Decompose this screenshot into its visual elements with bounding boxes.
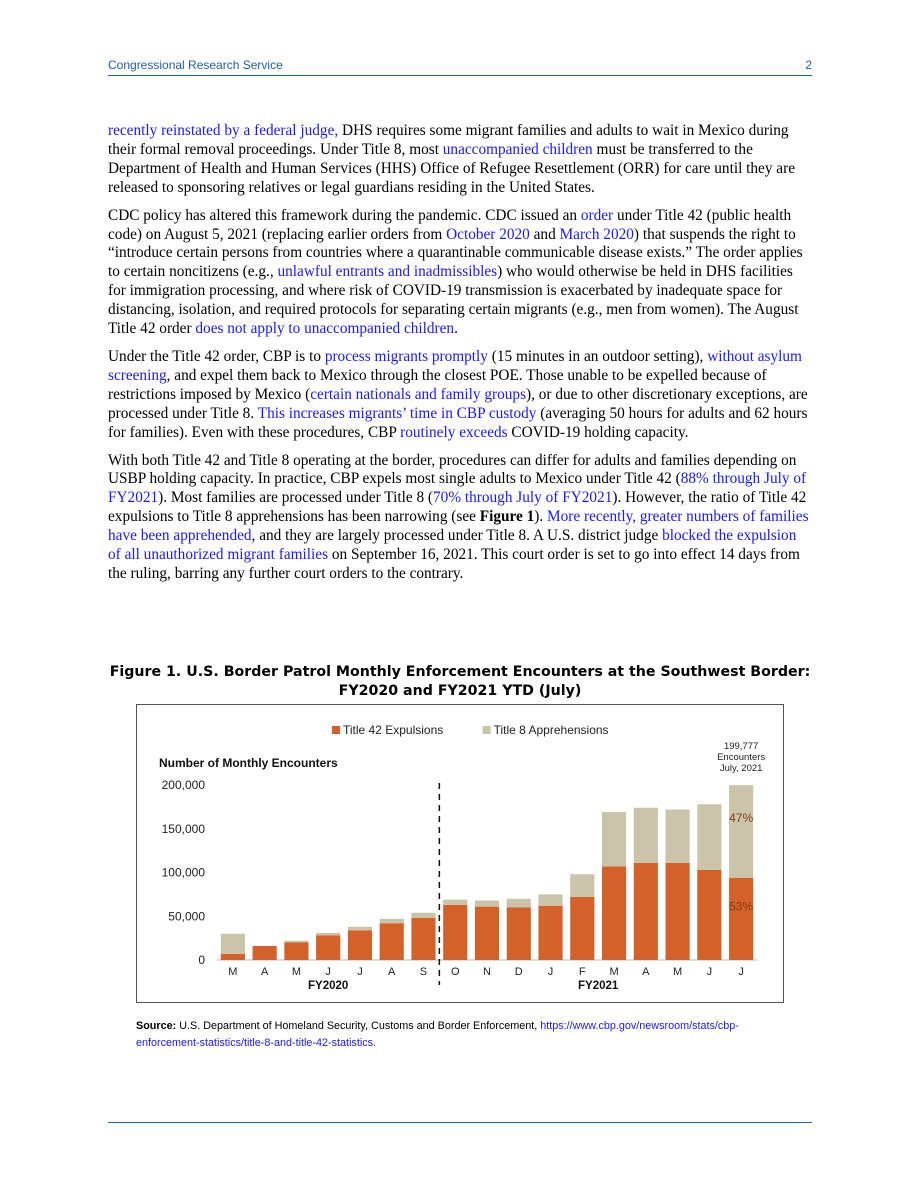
source-link[interactable]: https://www.cbp.gov/newsroom/stats/cbp-enforcement-statistics/title-8-and-title-42-statistics [136, 1020, 739, 1049]
bar-title8 [697, 804, 721, 870]
bar-title42 [380, 923, 404, 960]
footer-rule [108, 1122, 812, 1123]
bar-title42 [602, 866, 626, 960]
bar-title42 [411, 918, 435, 960]
x-tick-label: A [260, 966, 269, 978]
bar-title8 [443, 900, 467, 905]
x-tick-label: J [738, 966, 744, 978]
inline-link[interactable]: order [580, 206, 614, 224]
y-tick-label: 150,000 [161, 821, 205, 836]
fiscal-year-label: FY2021 [578, 980, 619, 992]
inline-link[interactable]: without asylum screening [108, 347, 802, 384]
y-tick-label: 200,000 [161, 778, 205, 792]
x-tick-label: M [673, 966, 683, 978]
x-tick-label: J [357, 966, 363, 978]
bar-title8 [316, 933, 340, 936]
bar-title8 [348, 927, 372, 931]
bar-title42 [316, 936, 340, 961]
bar-title8 [666, 810, 690, 863]
percent-annotation: 47% [729, 811, 754, 826]
bar-title8 [284, 941, 308, 943]
text-run: (averaging 50 hours for adults and 62 hours for families). Even with these procedures, CBP [108, 404, 808, 441]
x-tick-label: A [388, 966, 396, 978]
x-tick-label: M [291, 966, 301, 978]
text-run: under Title 42 (public health code) on August 5, 2021 (replacing earlier orders from [108, 206, 792, 243]
bar-title42 [697, 870, 721, 960]
x-tick-label: D [514, 966, 523, 978]
bar-title8 [538, 894, 562, 905]
text-run: ) that suspends the right to “introduce certain persons from countries where a quarantinable communicable disease exists.” The order applies to certain noncitizens (e.g., [108, 225, 803, 281]
x-tick-label: J [325, 966, 331, 978]
x-tick-label: M [609, 966, 619, 978]
x-tick-label: J [706, 966, 713, 978]
figure-title: Figure 1. U.S. Border Patrol Monthly Enforcement Encounters at the Southwest Border: FY2020 and FY2021 YTD (July) [109, 664, 811, 699]
bar-title42 [634, 863, 658, 960]
text-run: ). Most families are processed under Title 8 ( [158, 489, 434, 507]
bar-title42 [443, 905, 467, 960]
text-run: ). However, the ratio of Title 42 expulsions to Title 8 apprehensions has been narrowing (see [108, 489, 807, 526]
bar-title8 [507, 899, 531, 908]
legend-swatch [483, 726, 491, 734]
inline-link[interactable]: March 2020 [559, 225, 634, 243]
inline-link[interactable]: unaccompanied children [442, 140, 593, 158]
y-axis-title: Number of Monthly Encounters [159, 756, 338, 770]
bar-title42 [253, 946, 277, 960]
bar-title8 [221, 934, 245, 954]
text-run: ). [534, 508, 548, 526]
text-run: CDC policy has altered this framework during the pandemic. CDC issued an [108, 206, 581, 224]
bar-title42 [538, 906, 562, 960]
header-org: Congressional Research Service [108, 58, 283, 72]
bar-title8 [475, 901, 499, 907]
text-run: . [454, 320, 458, 338]
y-tick-label: 100,000 [161, 865, 205, 880]
paragraph [108, 348, 812, 443]
text-run: must be transferred to the Department of Health and Human Services (HHS) Office of Refugee Resettlement (ORR) for care until they are released to sponsoring relatives or legal guardians residing in the United States. [108, 140, 795, 196]
encounters-chart [137, 705, 783, 1002]
inline-link[interactable]: unlawful entrants and inadmissibles [277, 263, 498, 281]
x-tick-label: O [450, 966, 460, 978]
text-run: ) who would otherwise be held in DHS facilities for immigration processing, and where risk of COVID-19 transmission is exacerbated by inadequate space for distancing, isolation, and required protocols for separating certain migrants (e.g., men from women). The August Title 42 order [108, 263, 799, 338]
bar-title42 [348, 930, 372, 960]
bar-title42 [221, 954, 245, 960]
percent-annotation: 53% [729, 899, 754, 914]
bar-title42 [284, 943, 308, 961]
bar-title8 [634, 808, 658, 863]
inline-link[interactable]: certain nationals and family groups [310, 385, 527, 403]
legend-label: Title 42 Expulsions [343, 723, 444, 737]
text-run: COVID-19 holding capacity. [507, 423, 689, 441]
total-annotation: 199,777 [723, 741, 759, 753]
bar-title42 [729, 878, 753, 960]
figure-source [136, 1018, 796, 1052]
x-tick-label: S [419, 966, 428, 978]
bar-title42 [475, 907, 499, 960]
total-annotation: July, 2021 [719, 763, 763, 775]
bar-title8 [411, 913, 435, 918]
inline-link[interactable]: recently reinstated by a federal judge, [108, 122, 339, 139]
inline-link[interactable]: does not apply to unaccompanied children [195, 320, 455, 338]
bar-title42 [666, 863, 690, 960]
figure-reference: Figure 1 [479, 508, 535, 526]
y-tick-label: 50,000 [168, 909, 205, 924]
text-run: , and expel them back to Mexico through the closest POE. Those unable to be expelled because of restrictions imposed by Mexico ( [108, 366, 767, 403]
text-run: With both Title 42 and Title 8 operating at the border, procedures can differ for adults and families depending on USBP holding capacity. In practice, CBP expels most single adults to Mexico under Title 42 ( [108, 451, 797, 488]
text-run: Under the Title 42 order, CBP is to [108, 347, 325, 365]
x-tick-label: A [642, 966, 650, 978]
y-tick-label: 0 [198, 953, 205, 967]
chart-frame [136, 704, 784, 1003]
text-run: ), or due to other discretionary exceptions, are processed under Title 8. [108, 385, 808, 422]
source-label: Source: [136, 1020, 177, 1032]
text-run: on September 16, 2021. This court order is set to go into effect 14 days from the ruling, barring any further court orders to the contrary. [108, 546, 800, 582]
inline-link[interactable]: process migrants promptly [324, 347, 488, 365]
bar-title8 [380, 919, 404, 923]
inline-link[interactable]: routinely exceeds [400, 423, 508, 441]
body-text [108, 122, 812, 593]
paragraph [108, 452, 812, 584]
text-run: and [529, 225, 560, 243]
x-tick-label: M [228, 966, 238, 978]
legend-label: Title 8 Apprehensions [493, 723, 609, 737]
inline-link[interactable]: 88% through July of FY2021 [108, 470, 807, 507]
x-tick-label: N [483, 966, 491, 978]
fiscal-year-label: FY2020 [308, 980, 349, 992]
inline-link[interactable]: 70% through July of FY2021 [433, 489, 613, 507]
inline-link[interactable]: October 2020 [446, 225, 530, 243]
bar-title42 [570, 897, 594, 960]
x-tick-label: J [547, 966, 554, 978]
text-run: , and they are largely processed under Title 8. A U.S. district judge [251, 527, 663, 545]
paragraph [108, 122, 812, 198]
bar-title8 [570, 874, 594, 897]
inline-link[interactable]: blocked the expulsion of all unauthorized migrant families [108, 527, 797, 564]
paragraph [108, 207, 812, 339]
text-run: DHS requires some migrant families and adults to wait in Mexico during their formal removal proceedings. Under Title 8, most [108, 122, 789, 158]
text-run: (15 minutes in an outdoor setting), [487, 347, 708, 365]
header-rule [108, 75, 812, 76]
bar-title8 [729, 785, 753, 878]
page-number: 2 [805, 58, 812, 72]
inline-link[interactable]: This increases migrants’ time in CBP custody [257, 404, 537, 422]
bar-title8 [602, 812, 626, 866]
total-annotation: Encounters [717, 752, 766, 764]
bar-title42 [507, 908, 531, 961]
legend-swatch [332, 726, 340, 734]
inline-link[interactable]: More recently, greater numbers of families have been apprehended [108, 508, 809, 545]
source-text: U.S. Department of Homeland Security, Customs and Border Enforcement, [176, 1020, 541, 1032]
x-tick-label: F [578, 966, 586, 978]
source-end: . [373, 1037, 377, 1049]
